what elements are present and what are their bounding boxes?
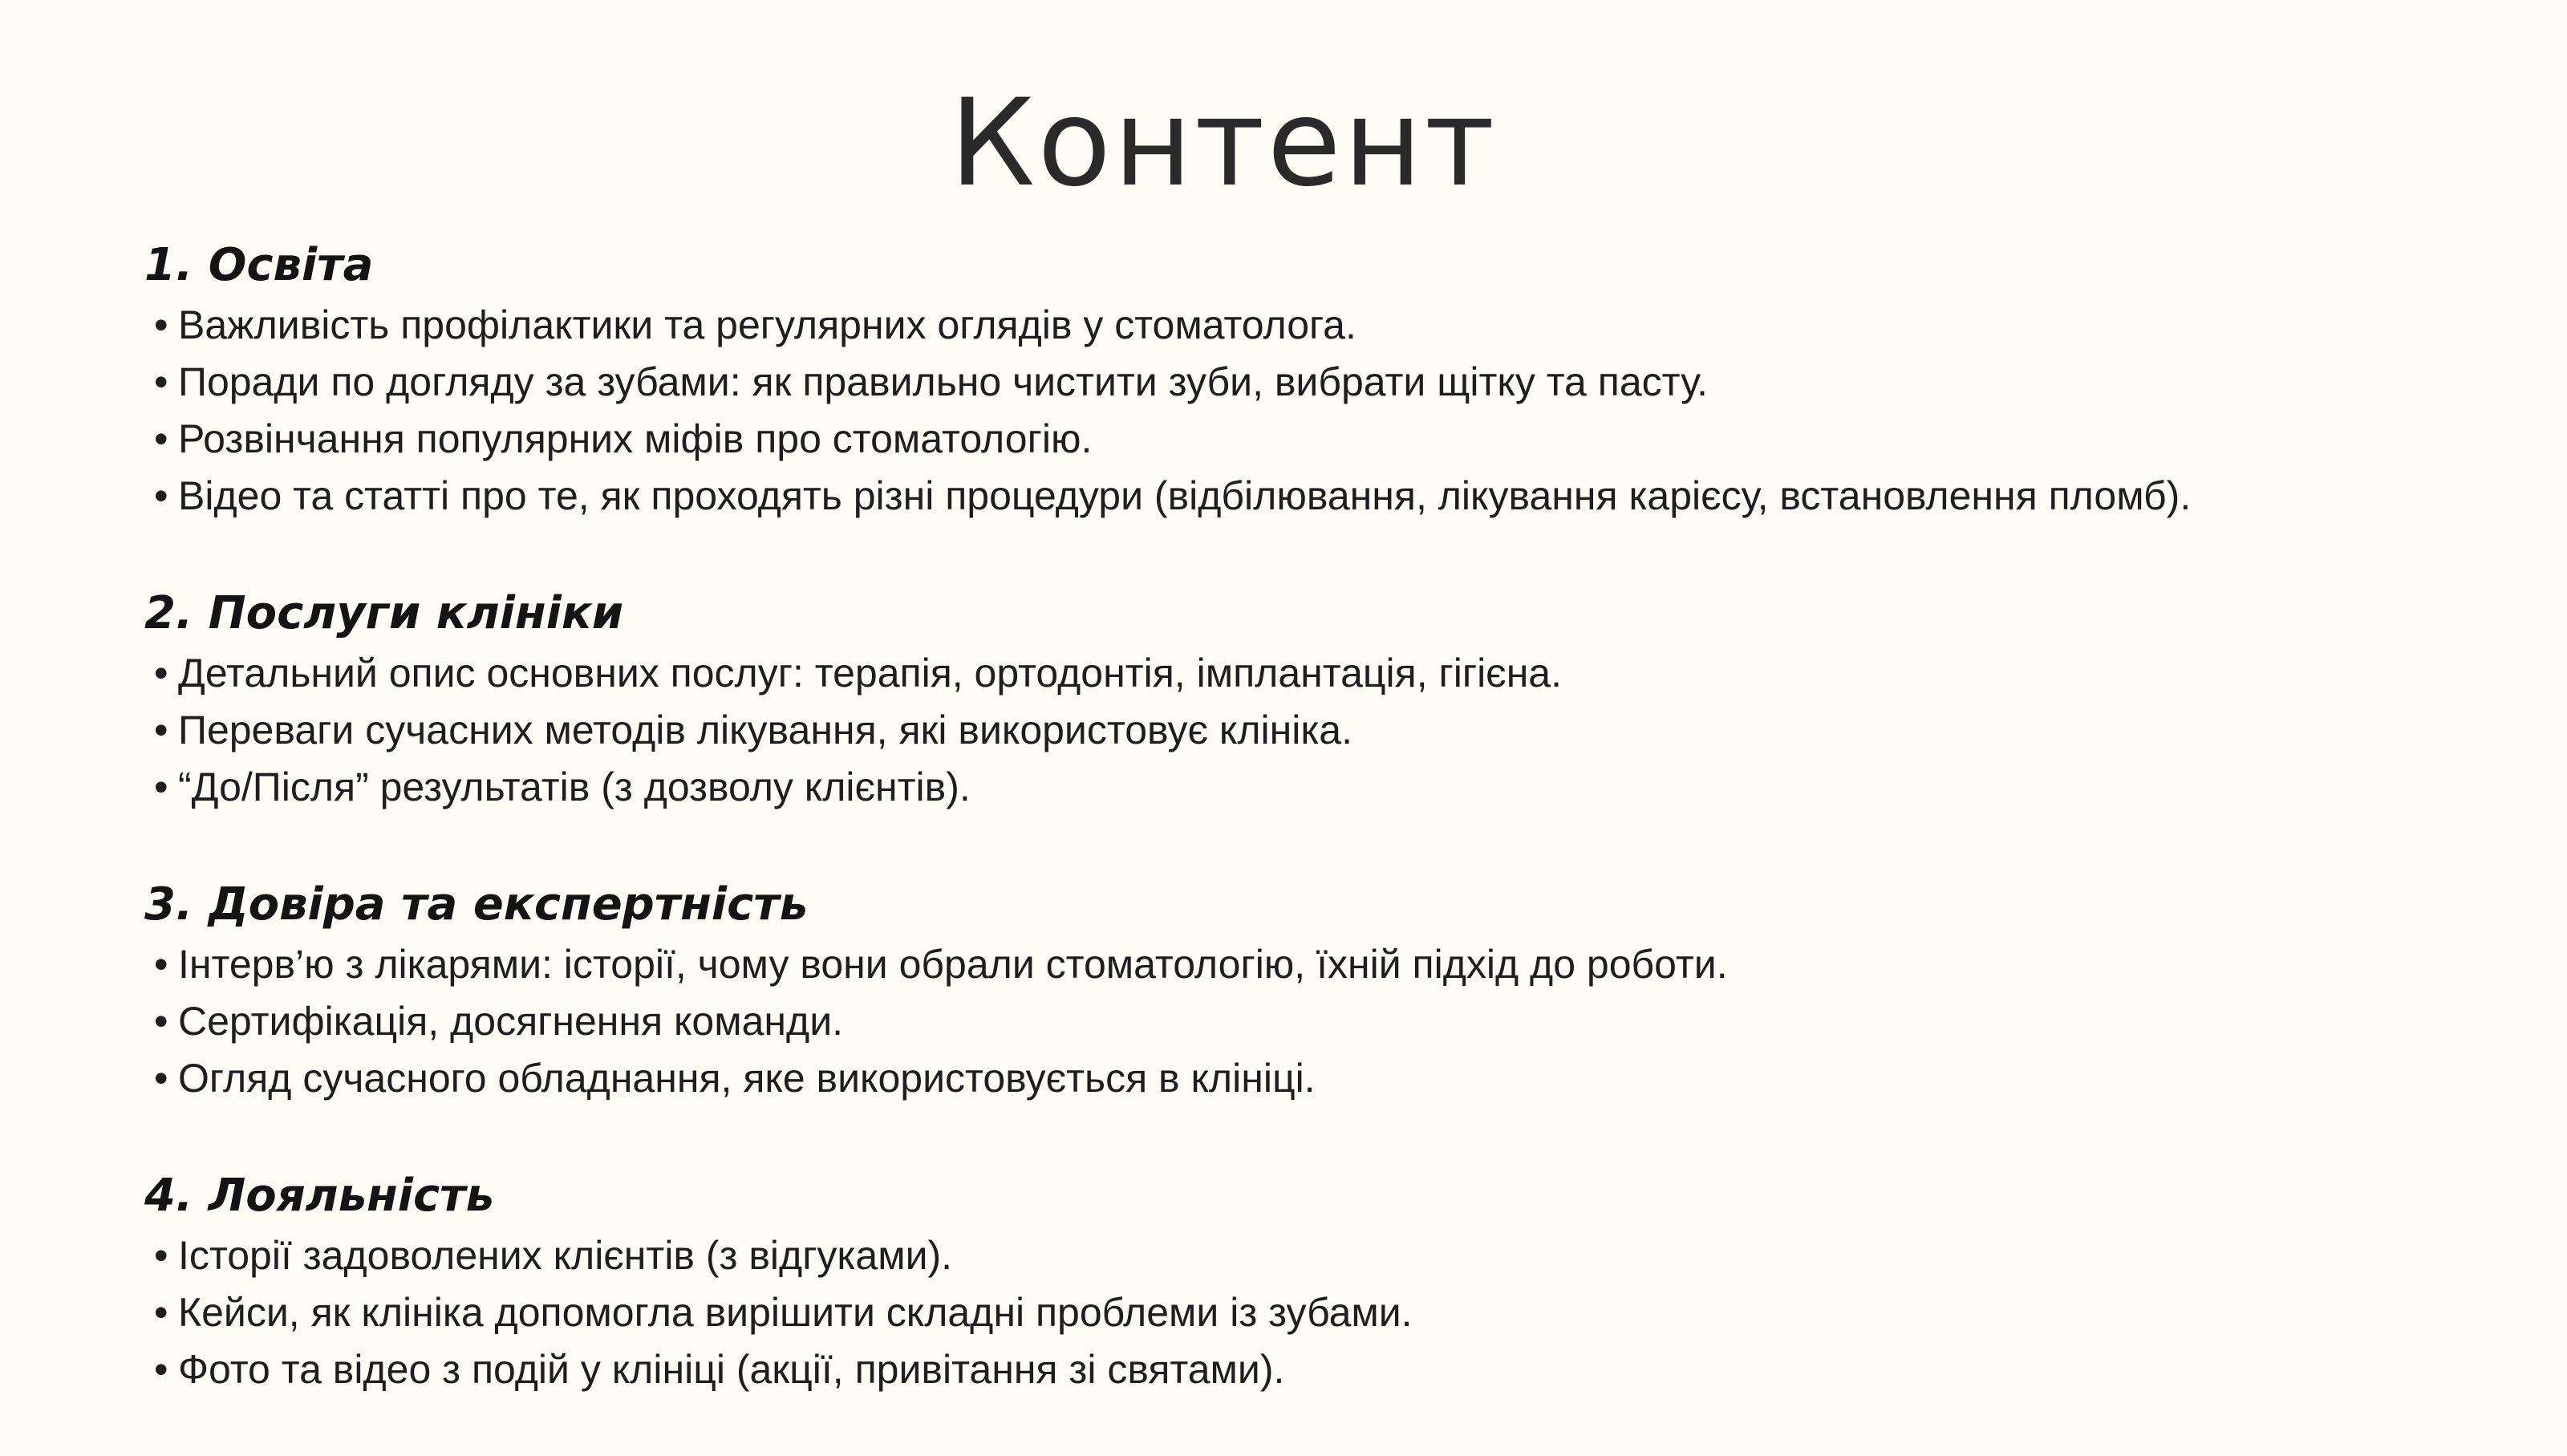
list-item xyxy=(154,411,2535,468)
section-trust-expertise xyxy=(144,874,2535,1107)
list-item-text: Огляд сучасного обладнання, яке використовується в клініці. xyxy=(178,1056,1316,1101)
section-education xyxy=(144,234,2535,525)
section-loyalty xyxy=(144,1165,2535,1398)
bullet-icon: • xyxy=(154,942,168,987)
bullet-icon: • xyxy=(154,416,168,461)
list-item-text: Історії задоволених клієнтів (з відгуками). xyxy=(178,1233,953,1278)
list-item-text: Поради по догляду за зубами: як правильно чистити зуби, вибрати щітку та пасту. xyxy=(178,359,1708,404)
bullet-icon: • xyxy=(154,1233,168,1278)
list-item-text: Переваги сучасних методів лікування, які використовує клініка. xyxy=(178,708,1352,752)
bullet-icon: • xyxy=(154,1347,168,1392)
list-item xyxy=(154,1050,2535,1107)
content-body xyxy=(144,234,2535,1456)
list-item-text: Фото та відео з подій у клініці (акції, привітання зі святами). xyxy=(178,1347,1285,1392)
list-item-text: Сертифікація, досягнення команди. xyxy=(178,999,844,1044)
section-heading: 2. Послуги клініки xyxy=(144,587,624,639)
list-item-text: Важливість профілактики та регулярних оглядів у стоматолога. xyxy=(178,302,1356,347)
bullet-icon: • xyxy=(154,765,168,809)
bullet-list xyxy=(144,297,2535,525)
list-item-text: Кейси, як клініка допомогла вирішити складні проблеми із зубами. xyxy=(178,1290,1413,1335)
list-item-text: “До/Після” результатів (з дозволу клієнтів). xyxy=(178,765,971,809)
bullet-icon: • xyxy=(154,359,168,404)
list-item xyxy=(154,297,2535,354)
list-item xyxy=(154,354,2535,411)
list-item xyxy=(154,759,2535,816)
list-item xyxy=(154,1284,2535,1341)
list-item-text: Детальний опис основних послуг: терапія, ортодонтія, імплантація, гігієна. xyxy=(178,651,1562,696)
bullet-list xyxy=(144,645,2535,816)
list-item xyxy=(154,468,2535,525)
list-item-text: Інтерв’ю з лікарями: історії, чому вони обрали стоматологію, їхній підхід до роботи. xyxy=(178,942,1728,987)
bullet-icon: • xyxy=(154,1056,168,1101)
bullet-icon: • xyxy=(154,1290,168,1335)
list-item-text: Відео та статті про те, як проходять різні процедури (відбілювання, лікування карієсу, встановлення пломб). xyxy=(178,473,2192,518)
list-item xyxy=(154,1341,2535,1398)
section-heading: 4. Лояльність xyxy=(144,1170,495,1222)
bullet-icon: • xyxy=(154,302,168,347)
bullet-list xyxy=(144,936,2535,1107)
bullet-icon: • xyxy=(154,708,168,752)
section-clinic-services xyxy=(144,582,2535,816)
bullet-icon: • xyxy=(154,473,168,518)
list-item-text: Розвінчання популярних міфів про стоматологію. xyxy=(178,416,1093,461)
bullet-icon: • xyxy=(154,651,168,696)
list-item xyxy=(154,645,2535,702)
list-item xyxy=(154,1227,2535,1284)
list-item xyxy=(154,993,2535,1050)
section-heading: 3. Довіра та експертність xyxy=(144,878,809,931)
list-item xyxy=(154,702,2535,759)
page-title: Контент xyxy=(949,74,1498,213)
bullet-list xyxy=(144,1227,2535,1398)
section-heading: 1. Освіта xyxy=(144,239,374,291)
bullet-icon: • xyxy=(154,999,168,1044)
list-item xyxy=(154,936,2535,993)
